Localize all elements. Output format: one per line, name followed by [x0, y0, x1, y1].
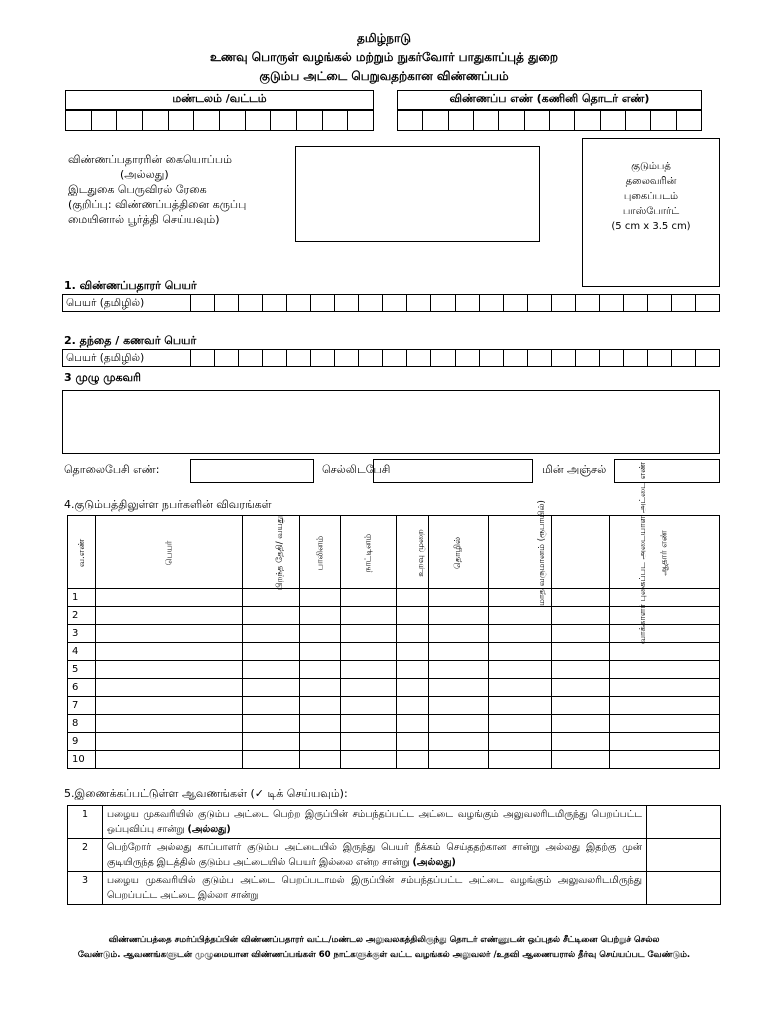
member-serial: 8 [68, 715, 96, 733]
member-cell[interactable] [341, 589, 396, 607]
document-row [68, 806, 721, 839]
member-cell[interactable] [429, 715, 489, 733]
member-cell[interactable] [96, 697, 243, 715]
member-cell[interactable] [429, 607, 489, 625]
member-cell[interactable] [429, 751, 489, 769]
member-cell[interactable] [96, 679, 243, 697]
member-cell[interactable] [96, 589, 243, 607]
document-description [103, 872, 647, 905]
member-cell[interactable] [610, 697, 720, 715]
member-cell[interactable] [300, 697, 341, 715]
member-cell[interactable] [396, 715, 428, 733]
signature-line-1: விண்ணப்பதாரரின் கையொப்பம் [68, 153, 232, 166]
member-cell[interactable] [488, 715, 552, 733]
family-member-row [68, 679, 720, 697]
member-cell[interactable] [300, 751, 341, 769]
member-cell[interactable] [552, 679, 610, 697]
member-cell[interactable] [341, 625, 396, 643]
signature-line-4: (குறிப்பு: விண்ணப்பத்தினை கருப்பு [68, 198, 247, 211]
member-cell[interactable] [300, 643, 341, 661]
member-cell[interactable] [341, 697, 396, 715]
documents-heading: 5.இணைக்கப்பட்டுள்ள ஆவணங்கள் (✓ டிக் செய்யவும்): [64, 787, 348, 800]
member-cell[interactable] [552, 661, 610, 679]
member-cell[interactable] [552, 589, 610, 607]
member-cell[interactable] [396, 679, 428, 697]
member-cell[interactable] [488, 697, 552, 715]
family-member-row [68, 751, 720, 769]
member-cell[interactable] [341, 607, 396, 625]
member-serial: 2 [68, 607, 96, 625]
address-box[interactable] [62, 390, 720, 454]
documents-table [67, 805, 721, 905]
zone-label: மண்டலம் /வட்டம் [65, 90, 374, 110]
member-cell[interactable] [552, 733, 610, 751]
member-cell[interactable] [341, 661, 396, 679]
photo-line-4: பாஸ்போர்ட் [622, 206, 680, 217]
father-husband-name-field[interactable] [62, 349, 720, 367]
member-cell[interactable] [396, 751, 428, 769]
footer-note [40, 933, 728, 963]
member-cell[interactable] [610, 679, 720, 697]
member-cell[interactable] [96, 607, 243, 625]
col-monthly-income: மாத வருமானம் (ரூபாயில்) [488, 516, 552, 589]
state-title: தமிழ்நாடு [357, 31, 411, 45]
member-cell[interactable] [242, 679, 300, 697]
document-number: 2 [68, 839, 103, 872]
member-cell[interactable] [429, 697, 489, 715]
member-cell[interactable] [341, 733, 396, 751]
member-cell[interactable] [610, 643, 720, 661]
family-members-heading: 4.குடும்பத்திலுள்ள நபர்களின் விவரங்கள் [64, 498, 272, 511]
member-cell[interactable] [488, 679, 552, 697]
address-heading: 3 முழு முகவரி [64, 371, 141, 384]
member-cell[interactable] [610, 733, 720, 751]
father-husband-name-heading: 2. தந்தை / கணவர் பெயர் [64, 334, 197, 347]
family-member-row [68, 697, 720, 715]
applicant-name-heading: 1. விண்ணப்பதாரர் பெயர் [64, 279, 197, 292]
applicant-name-label: பெயர் (தமிழில்) [63, 295, 191, 311]
member-serial: 5 [68, 661, 96, 679]
member-cell[interactable] [341, 679, 396, 697]
member-cell[interactable] [242, 661, 300, 679]
col-voter-id: வாக்காளர் புகைப்பட அடையாள அட்டை எண் [552, 516, 610, 589]
family-member-row [68, 661, 720, 679]
member-cell[interactable] [396, 697, 428, 715]
member-cell[interactable] [341, 751, 396, 769]
family-member-row [68, 715, 720, 733]
member-cell[interactable] [242, 643, 300, 661]
document-text: பெற்றோர் அல்லது காப்பாளர் குடும்ப அட்டையில் இருந்து பெயர் நீக்கம் செய்ததற்கான சான்று அல்லது இதற்கு முன் குடியிருந்த இடத்தில் குடும்ப அட்டையில் பெயர் இல்லை என்ற சான்று [107, 842, 642, 868]
member-cell[interactable] [552, 625, 610, 643]
col-nationality: நாட்டினம் [341, 516, 396, 589]
member-cell[interactable] [300, 661, 341, 679]
col-relationship: உறவு முறை [396, 516, 428, 589]
family-member-row [68, 589, 720, 607]
member-cell[interactable] [300, 607, 341, 625]
footer-line-2: வேண்டும். ஆவணங்களுடன் முழுமையான விண்ணப்பங்கள் 60 நாட்களுக்குள் வட்ட வழங்கல் அலுவலர் /உதவி ஆணையரால் தீர்வு செய்யப்பட வேண்டும். [77, 950, 691, 960]
member-cell[interactable] [242, 607, 300, 625]
document-number: 3 [68, 872, 103, 905]
family-member-row [68, 733, 720, 751]
member-cell[interactable] [300, 733, 341, 751]
member-serial: 3 [68, 625, 96, 643]
member-cell[interactable] [552, 715, 610, 733]
member-cell[interactable] [488, 661, 552, 679]
member-cell[interactable] [429, 589, 489, 607]
member-cell[interactable] [488, 643, 552, 661]
member-serial: 6 [68, 679, 96, 697]
col-dob-age: பிறந்த தேதி/ வயது [242, 516, 300, 589]
member-cell[interactable] [396, 607, 428, 625]
col-serial: வ.எண் [68, 516, 96, 589]
member-cell[interactable] [552, 607, 610, 625]
document-number: 1 [68, 806, 103, 839]
footer-line-1: விண்ணப்பத்தை சமர்ப்பித்தப்பின் விண்ணப்பதாரர் வட்ட/மண்டல அலுவலகத்திலிருந்து தொடர் எண்ணுடன் ஒப்புதல் சீட்டினை பெற்றுச் செல்ல [108, 935, 660, 945]
member-cell[interactable] [429, 679, 489, 697]
member-cell[interactable] [242, 715, 300, 733]
signature-box[interactable] [295, 146, 540, 242]
photo-line-1: குடும்பத் [631, 161, 671, 172]
photo-line-2: தலைவரின் [625, 176, 677, 187]
member-serial: 10 [68, 751, 96, 769]
member-cell[interactable] [488, 607, 552, 625]
member-cell[interactable] [96, 643, 243, 661]
member-cell[interactable] [552, 751, 610, 769]
document-text: பழைய முகவரியில் குடும்ப அட்டை பெறப்படாமல் இருப்பின் சம்பந்தப்பட்ட அட்டை வழங்கும் அலுவலரிடமிருந்து பெறப்பட்ட அட்டை இல்லா சான்று [107, 875, 642, 901]
member-cell[interactable] [429, 733, 489, 751]
zone-input-grid[interactable] [65, 110, 374, 131]
department-title: உணவு பொருள் வழங்கல் மற்றும் நுகர்வோர் பாதுகாப்புத் துறை [209, 50, 558, 64]
member-cell[interactable] [341, 643, 396, 661]
member-cell[interactable] [429, 625, 489, 643]
family-member-row [68, 607, 720, 625]
family-members-header-row [68, 516, 720, 589]
member-cell[interactable] [242, 589, 300, 607]
member-cell[interactable] [610, 751, 720, 769]
member-cell[interactable] [96, 625, 243, 643]
col-occupation: தொழில் [429, 516, 489, 589]
photo-line-3: புகைப்படம் [623, 191, 679, 202]
signature-line-2: (அல்லது) [120, 168, 169, 181]
member-cell[interactable] [300, 589, 341, 607]
signature-line-5: மையினால் பூர்த்தி செய்யவும்) [68, 213, 220, 226]
document-or-tag: (அல்லது) [412, 857, 456, 868]
mobile-field[interactable] [373, 459, 533, 483]
document-tick-box[interactable] [647, 806, 721, 839]
member-cell[interactable] [96, 661, 243, 679]
member-cell[interactable] [242, 733, 300, 751]
document-tick-box[interactable] [647, 839, 721, 872]
col-aadhaar: ஆதார் எண் [610, 516, 720, 589]
email-label: மின் அஞ்சல் [542, 463, 607, 476]
member-cell[interactable] [396, 733, 428, 751]
signature-line-3: இடதுகை பெருவிரல் ரேகை [68, 183, 207, 196]
member-cell[interactable] [242, 751, 300, 769]
member-cell[interactable] [96, 715, 243, 733]
member-cell[interactable] [96, 733, 243, 751]
member-cell[interactable] [300, 679, 341, 697]
member-cell[interactable] [488, 733, 552, 751]
document-text: பழைய முகவரியில் குடும்ப அட்டை பெற்ற இருப்பின் சம்பந்தப்பட்ட அட்டை வழங்கும் அலுவலரிடமிருந்து பெறப்பட்ட ஒப்புவிப்பு சான்று [107, 809, 642, 835]
mobile-label: செல்லிடபேசி [322, 463, 391, 476]
document-row [68, 872, 721, 905]
col-name: பெயர் [96, 516, 243, 589]
family-member-row [68, 625, 720, 643]
member-cell[interactable] [242, 625, 300, 643]
member-cell[interactable] [610, 661, 720, 679]
member-cell[interactable] [242, 697, 300, 715]
document-description [103, 806, 647, 839]
member-cell[interactable] [429, 643, 489, 661]
member-cell[interactable] [610, 625, 720, 643]
member-cell[interactable] [552, 643, 610, 661]
document-row [68, 839, 721, 872]
applicant-name-field[interactable] [62, 294, 720, 312]
member-cell[interactable] [341, 715, 396, 733]
photo-box[interactable] [582, 138, 720, 287]
document-tick-box[interactable] [647, 872, 721, 905]
member-cell[interactable] [429, 661, 489, 679]
application-number-grid[interactable] [397, 110, 702, 131]
member-cell[interactable] [610, 715, 720, 733]
phone-field[interactable] [190, 459, 314, 483]
phone-label: தொலைபேசி எண்: [64, 463, 160, 476]
member-cell[interactable] [488, 751, 552, 769]
signature-instructions [68, 152, 288, 227]
member-cell[interactable] [396, 625, 428, 643]
email-field[interactable] [614, 459, 720, 483]
member-cell[interactable] [610, 607, 720, 625]
col-gender: பாலினம் [300, 516, 341, 589]
member-serial: 1 [68, 589, 96, 607]
document-or-tag: (அல்லது) [187, 824, 231, 835]
member-cell[interactable] [300, 625, 341, 643]
member-cell[interactable] [396, 643, 428, 661]
member-cell[interactable] [488, 625, 552, 643]
document-description [103, 839, 647, 872]
member-cell[interactable] [396, 661, 428, 679]
member-cell[interactable] [96, 751, 243, 769]
member-serial: 4 [68, 643, 96, 661]
form-title: குடும்ப அட்டை பெறுவதற்கான விண்ணப்பம் [259, 69, 509, 83]
family-member-row [68, 643, 720, 661]
father-husband-name-label: பெயர் (தமிழில்) [63, 350, 191, 366]
photo-line-5: (5 cm x 3.5 cm) [611, 221, 691, 232]
member-serial: 7 [68, 697, 96, 715]
member-cell[interactable] [552, 697, 610, 715]
member-cell[interactable] [610, 589, 720, 607]
member-serial: 9 [68, 733, 96, 751]
member-cell[interactable] [396, 589, 428, 607]
member-cell[interactable] [300, 715, 341, 733]
application-number-label: விண்ணப்ப எண் (கணினி தொடர் எண்) [397, 90, 702, 110]
